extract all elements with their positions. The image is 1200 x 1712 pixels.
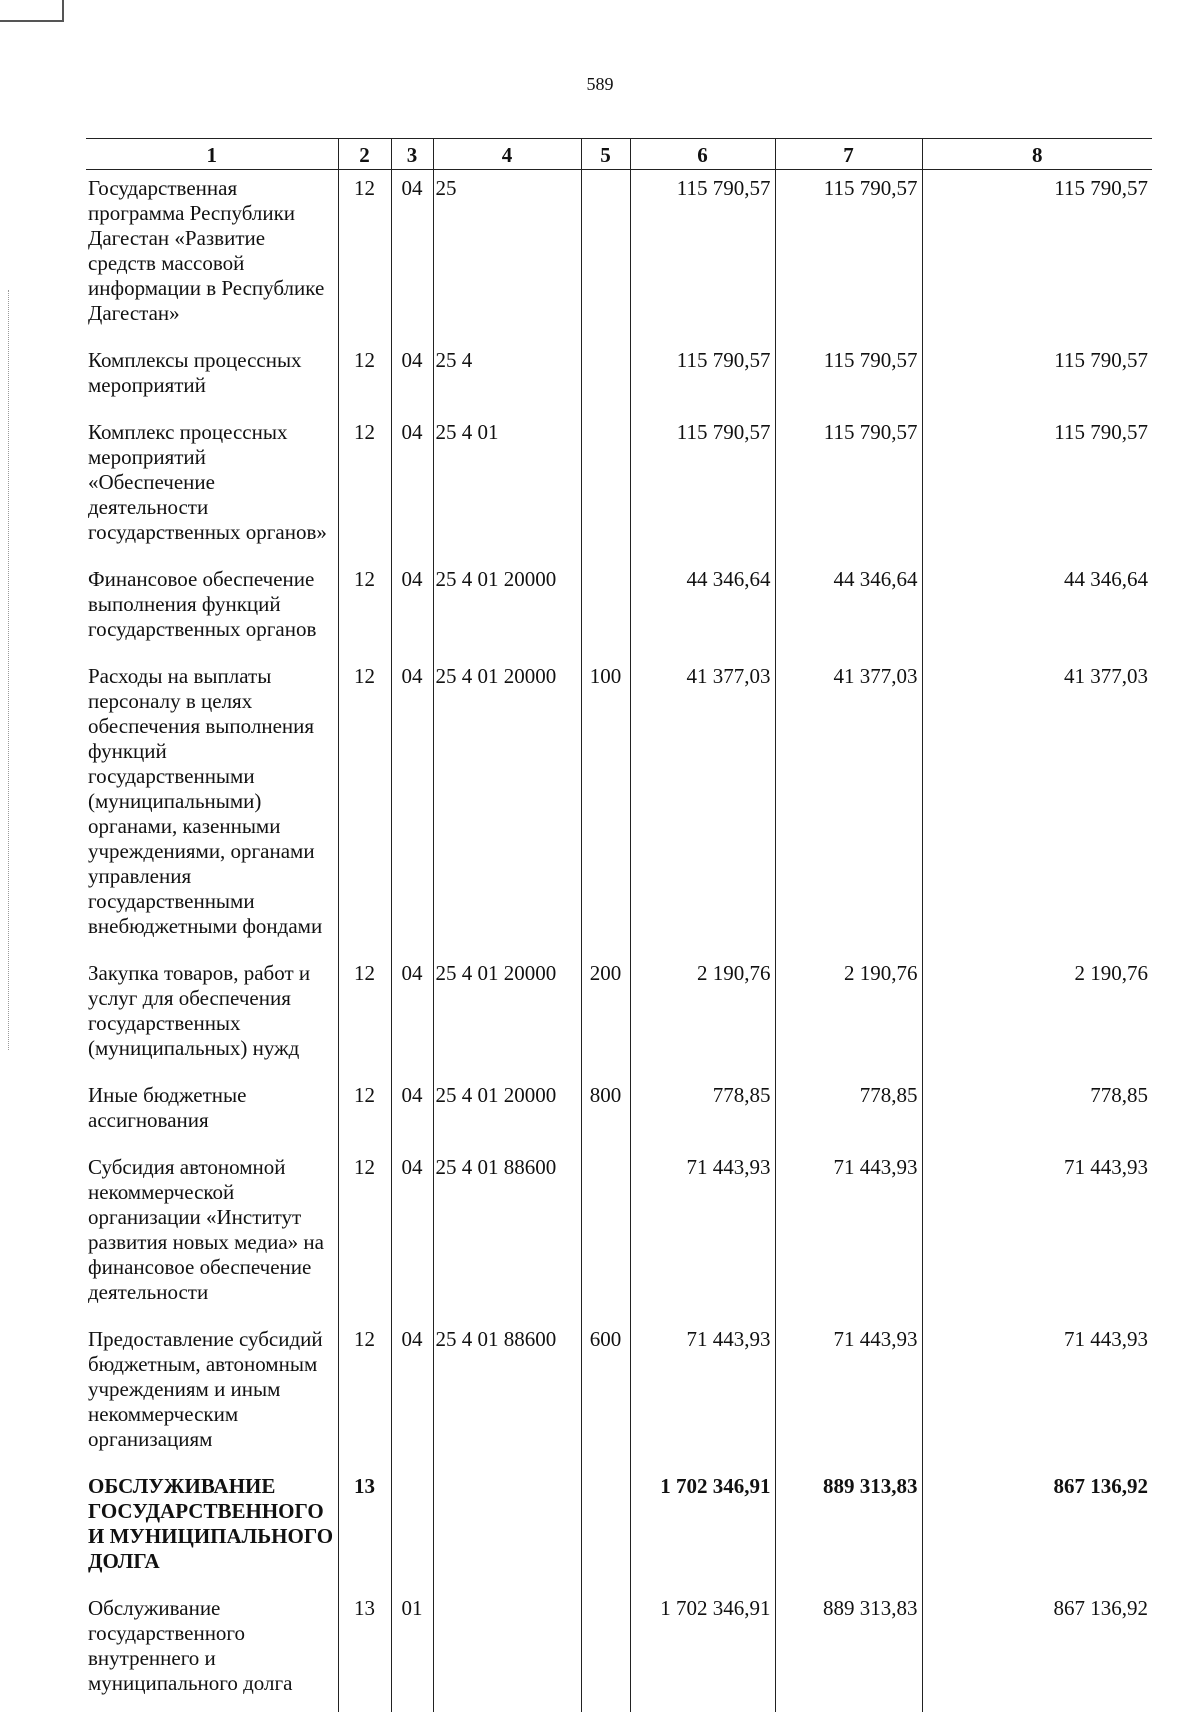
table-header-row xyxy=(86,139,1152,170)
column-header: 5 xyxy=(581,139,630,170)
row-name: Государственная программа Республики Дагестан «Развитие средств массовой информации в Республике Дагестан» xyxy=(86,170,338,343)
cell-amount-1: 41 377,03 xyxy=(630,658,775,955)
cell-expense-type xyxy=(581,1149,630,1321)
cell-amount-3: 115 790,57 xyxy=(922,170,1152,343)
row-name: Субсидия автономной некоммерческой организации «Институт развития новых медиа» на финансовое обеспечение деятельности xyxy=(86,1149,338,1321)
cell-expense-type xyxy=(581,170,630,343)
cell-target-code: 25 4 01 20000 xyxy=(433,955,581,1077)
column-header: 7 xyxy=(775,139,922,170)
cell-expense-type xyxy=(581,1468,630,1590)
cell-target-code: 25 4 xyxy=(433,342,581,414)
row-name: Предоставление субсидий бюджетным, автономным учреждениям и иным некоммерческим организациям xyxy=(86,1321,338,1468)
cell-subsection: 04 xyxy=(391,955,433,1077)
row-name: Иные бюджетные ассигнования xyxy=(86,1077,338,1149)
cell-subsection: 04 xyxy=(391,342,433,414)
cell-target-code: 25 4 01 xyxy=(433,414,581,561)
cell-amount-2: 115 790,57 xyxy=(775,170,922,343)
cell-target-code xyxy=(433,1468,581,1590)
cell-amount-3: 778,85 xyxy=(922,1077,1152,1149)
cell-section: 12 xyxy=(338,658,391,955)
cell-amount-1: 115 790,57 xyxy=(630,170,775,343)
cell-expense-type xyxy=(581,414,630,561)
scan-edge-mark xyxy=(0,0,64,22)
cell-amount-2: 889 313,83 xyxy=(775,1468,922,1590)
table-row-section-total xyxy=(86,1468,1152,1590)
cell-expense-type: 800 xyxy=(581,1077,630,1149)
table-row xyxy=(86,342,1152,414)
cell-amount-1: 115 790,57 xyxy=(630,414,775,561)
cell-expense-type xyxy=(581,1590,630,1712)
cell-section: 13 xyxy=(338,1590,391,1712)
cell-amount-3: 2 190,76 xyxy=(922,955,1152,1077)
cell-target-code: 25 4 01 88600 xyxy=(433,1149,581,1321)
cell-amount-1: 778,85 xyxy=(630,1077,775,1149)
cell-amount-1: 1 702 346,91 xyxy=(630,1590,775,1712)
row-name: Комплекс процессных мероприятий «Обеспечение деятельности государственных органов» xyxy=(86,414,338,561)
row-name: Финансовое обеспечение выполнения функций государственных органов xyxy=(86,561,338,658)
cell-target-code: 25 xyxy=(433,170,581,343)
table-row xyxy=(86,658,1152,955)
cell-amount-3: 867 136,92 xyxy=(922,1590,1152,1712)
row-name: Расходы на выплаты персоналу в целях обеспечения выполнения функций государственными (муниципальными) органами, казенными учреждениями, органами управления государственными внебюджетными фондами xyxy=(86,658,338,955)
cell-amount-2: 115 790,57 xyxy=(775,414,922,561)
cell-subsection: 04 xyxy=(391,1321,433,1468)
table-row xyxy=(86,170,1152,343)
cell-subsection: 04 xyxy=(391,170,433,343)
cell-expense-type: 600 xyxy=(581,1321,630,1468)
cell-target-code: 25 4 01 20000 xyxy=(433,1077,581,1149)
row-name: ОБСЛУЖИВАНИЕ ГОСУДАРСТВЕННОГО И МУНИЦИПАЛЬНОГО ДОЛГА xyxy=(86,1468,338,1590)
cell-amount-3: 867 136,92 xyxy=(922,1468,1152,1590)
column-header: 6 xyxy=(630,139,775,170)
cell-amount-2: 71 443,93 xyxy=(775,1321,922,1468)
cell-amount-3: 115 790,57 xyxy=(922,342,1152,414)
page-number: 589 xyxy=(586,74,614,94)
cell-expense-type xyxy=(581,561,630,658)
column-header: 4 xyxy=(433,139,581,170)
cell-amount-3: 115 790,57 xyxy=(922,414,1152,561)
cell-subsection: 04 xyxy=(391,658,433,955)
cell-amount-2: 2 190,76 xyxy=(775,955,922,1077)
table-row xyxy=(86,414,1152,561)
budget-table xyxy=(86,138,1152,1712)
cell-target-code: 25 4 01 88600 xyxy=(433,1321,581,1468)
cell-target-code xyxy=(433,1590,581,1712)
cell-amount-1: 1 702 346,91 xyxy=(630,1468,775,1590)
cell-target-code: 25 4 01 20000 xyxy=(433,561,581,658)
cell-expense-type: 100 xyxy=(581,658,630,955)
scan-artifact-line xyxy=(8,290,9,1050)
row-name: Обслуживание государственного внутреннего и муниципального долга xyxy=(86,1590,338,1712)
cell-amount-2: 889 313,83 xyxy=(775,1590,922,1712)
cell-section: 12 xyxy=(338,414,391,561)
cell-amount-3: 71 443,93 xyxy=(922,1149,1152,1321)
column-header: 8 xyxy=(922,139,1152,170)
cell-amount-1: 71 443,93 xyxy=(630,1321,775,1468)
cell-amount-2: 71 443,93 xyxy=(775,1149,922,1321)
cell-amount-1: 2 190,76 xyxy=(630,955,775,1077)
cell-section: 12 xyxy=(338,170,391,343)
cell-subsection: 04 xyxy=(391,561,433,658)
row-name: Комплексы процессных мероприятий xyxy=(86,342,338,414)
cell-amount-2: 115 790,57 xyxy=(775,342,922,414)
table-row xyxy=(86,955,1152,1077)
cell-amount-1: 71 443,93 xyxy=(630,1149,775,1321)
cell-amount-1: 115 790,57 xyxy=(630,342,775,414)
table-row xyxy=(86,1590,1152,1712)
cell-subsection: 01 xyxy=(391,1590,433,1712)
cell-subsection: 04 xyxy=(391,414,433,561)
cell-section: 12 xyxy=(338,561,391,658)
cell-expense-type: 200 xyxy=(581,955,630,1077)
cell-expense-type xyxy=(581,342,630,414)
table-row xyxy=(86,1321,1152,1468)
cell-section: 12 xyxy=(338,342,391,414)
cell-section: 12 xyxy=(338,1077,391,1149)
cell-target-code: 25 4 01 20000 xyxy=(433,658,581,955)
column-header: 2 xyxy=(338,139,391,170)
cell-section: 12 xyxy=(338,1149,391,1321)
table-row xyxy=(86,1149,1152,1321)
row-name: Закупка товаров, работ и услуг для обеспечения государственных (муниципальных) нужд xyxy=(86,955,338,1077)
cell-section: 12 xyxy=(338,1321,391,1468)
cell-amount-3: 71 443,93 xyxy=(922,1321,1152,1468)
cell-amount-2: 44 346,64 xyxy=(775,561,922,658)
cell-amount-3: 41 377,03 xyxy=(922,658,1152,955)
cell-subsection: 04 xyxy=(391,1149,433,1321)
column-header: 1 xyxy=(86,139,338,170)
cell-amount-2: 41 377,03 xyxy=(775,658,922,955)
cell-amount-1: 44 346,64 xyxy=(630,561,775,658)
table-row xyxy=(86,561,1152,658)
cell-subsection: 04 xyxy=(391,1077,433,1149)
cell-amount-3: 44 346,64 xyxy=(922,561,1152,658)
column-header: 3 xyxy=(391,139,433,170)
table-row xyxy=(86,1077,1152,1149)
cell-amount-2: 778,85 xyxy=(775,1077,922,1149)
cell-section: 12 xyxy=(338,955,391,1077)
cell-subsection xyxy=(391,1468,433,1590)
cell-section: 13 xyxy=(338,1468,391,1590)
